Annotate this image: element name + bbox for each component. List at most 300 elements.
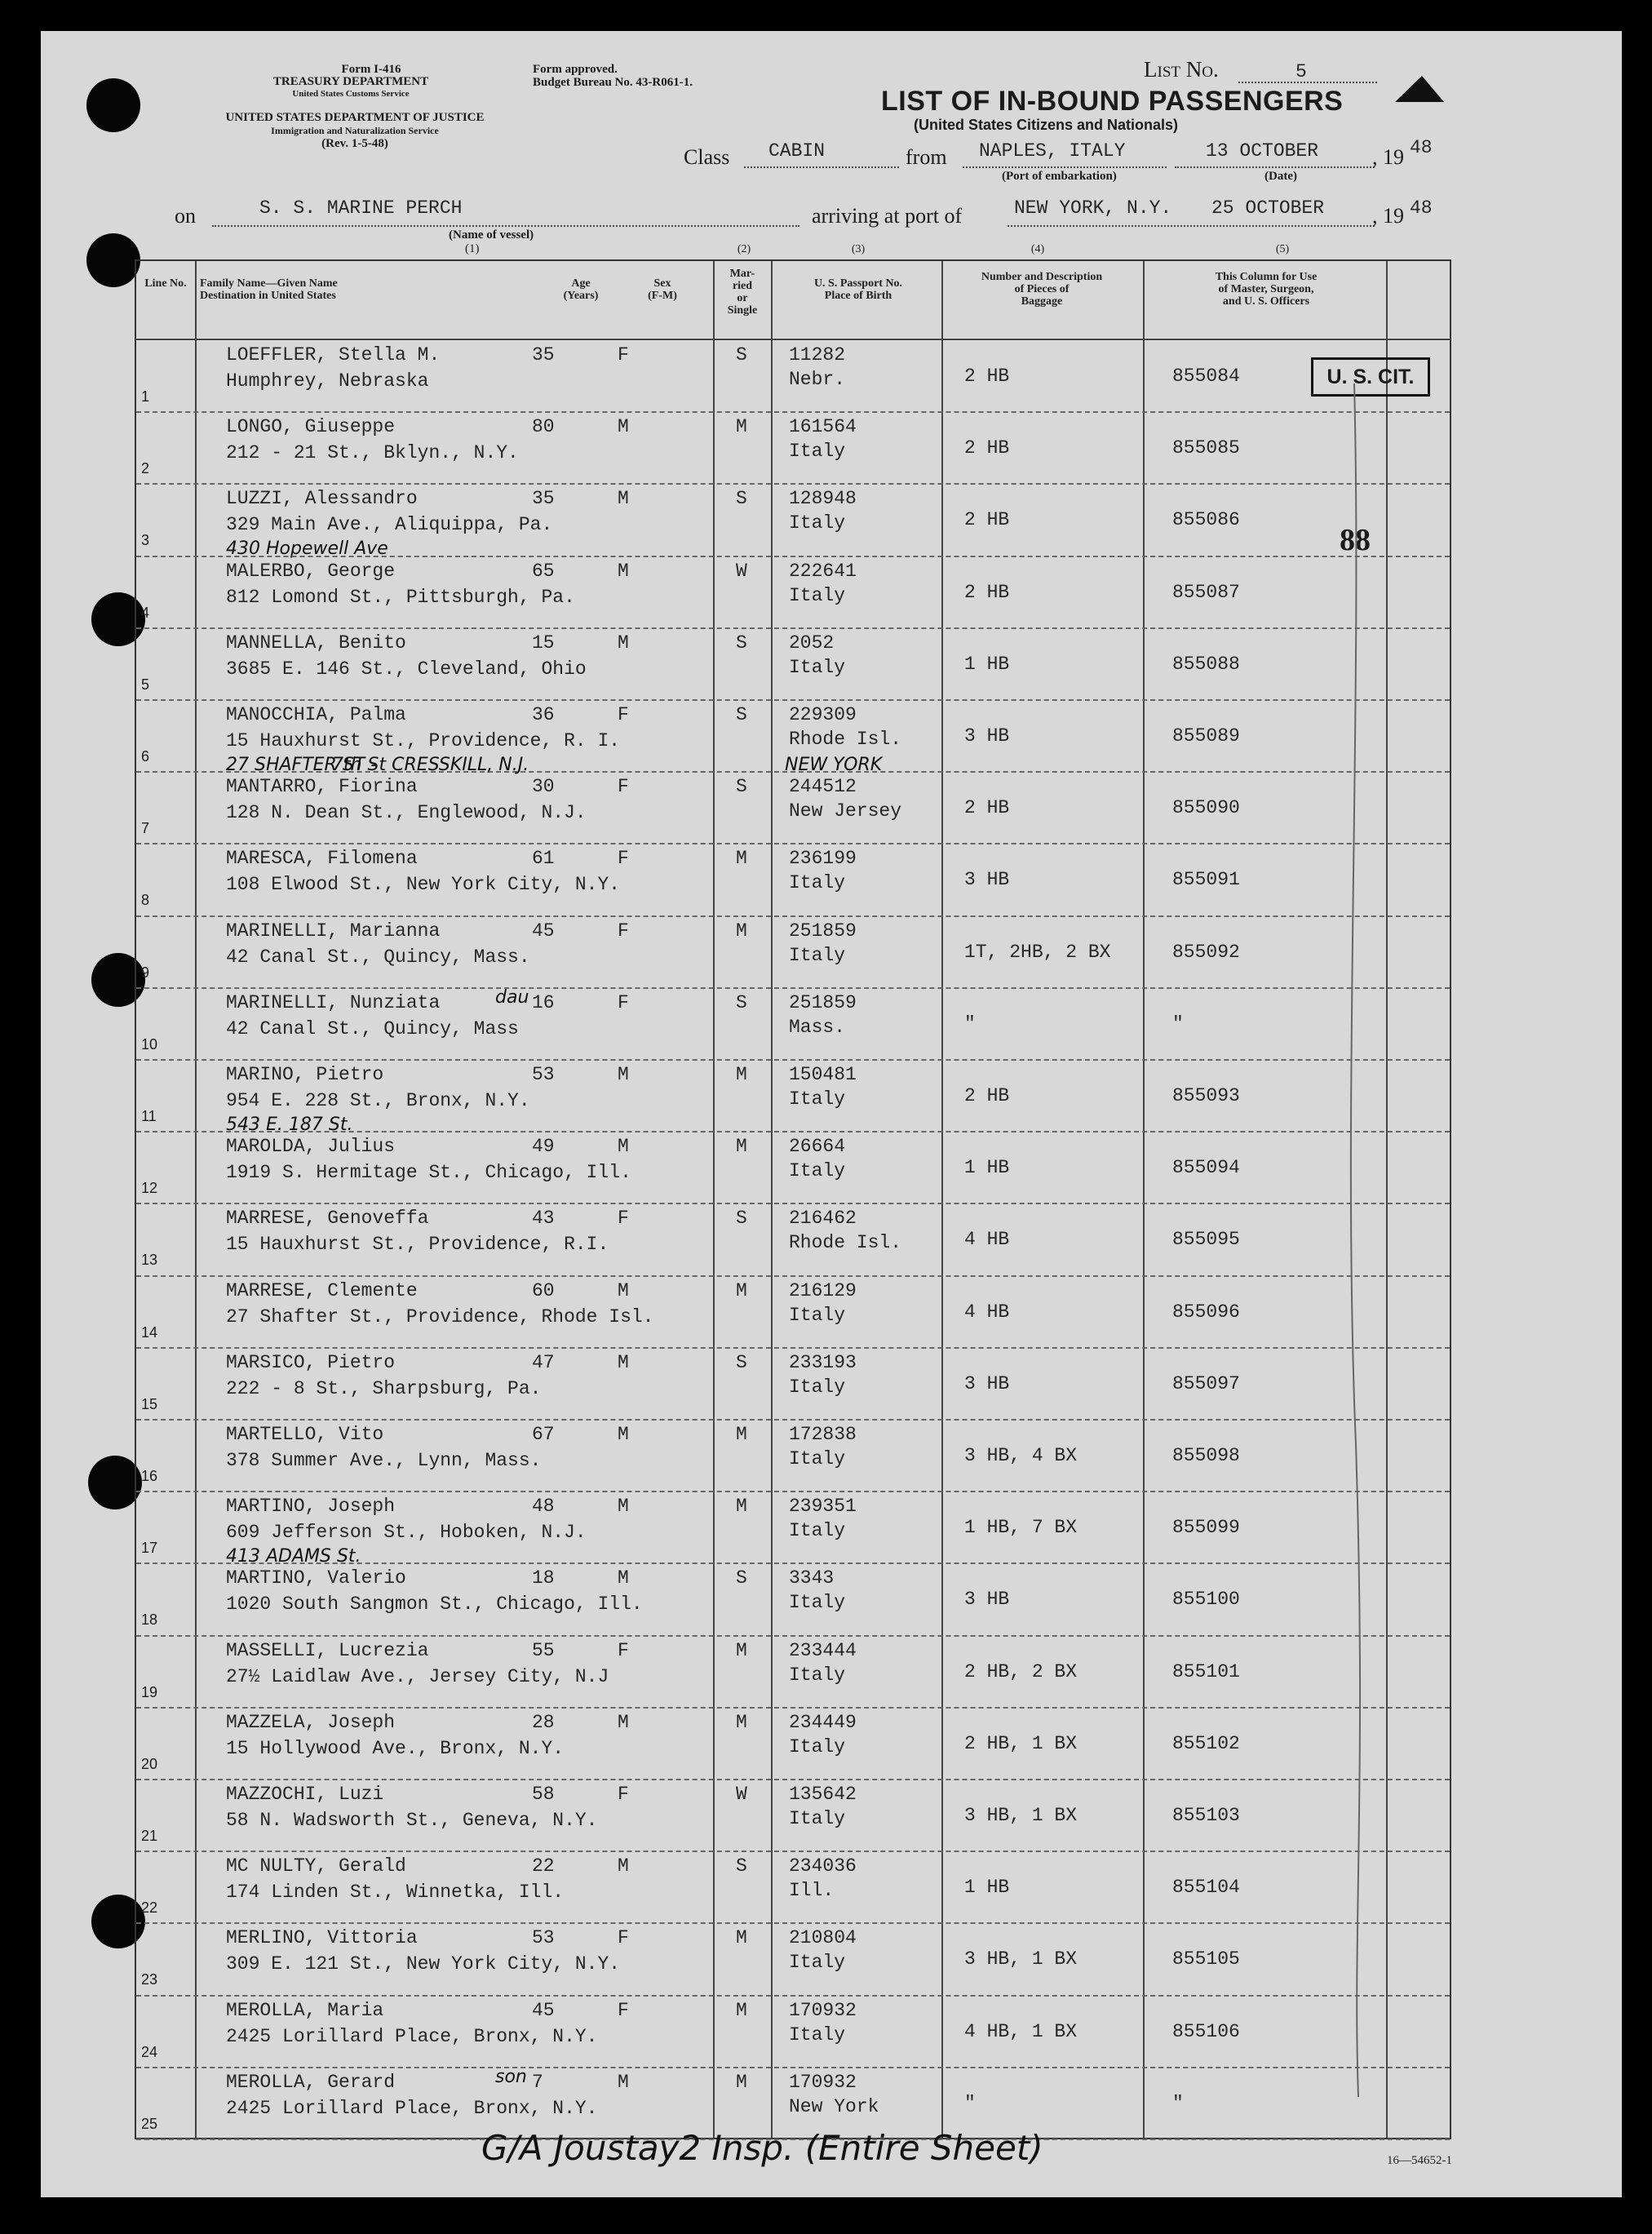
line-number: 18 <box>141 1611 158 1629</box>
table-row <box>136 1924 1450 1996</box>
destination: 3685 E. 146 St., Cleveland, Ohio <box>226 658 587 680</box>
sex: M <box>618 2071 629 2093</box>
departure-year: 48 <box>1410 137 1433 158</box>
marital-status: S <box>736 991 747 1013</box>
destination: 812 Lomond St., Pittsburgh, Pa. <box>226 586 575 608</box>
passenger-name: MARINELLI, Nunziata <box>226 991 441 1013</box>
baggage: 3 HB, 1 BX <box>964 1805 1078 1826</box>
age: 30 <box>532 776 555 798</box>
punch-hole-1 <box>86 78 140 132</box>
header-line-no: Line No. <box>144 277 187 290</box>
passenger-name: MAROLDA, Julius <box>226 1136 396 1158</box>
passport-number: 239351 <box>789 1496 857 1518</box>
line-number: 13 <box>141 1252 158 1269</box>
destination: 108 Elwood St., New York City, N.Y. <box>226 874 621 896</box>
passport-number: 26664 <box>789 1136 846 1158</box>
baggage: 4 HB, 1 BX <box>964 2020 1078 2042</box>
baggage: 1 HB <box>964 653 1010 675</box>
sex: F <box>618 1927 629 1949</box>
passenger-name: MARINELLI, Marianna <box>226 920 441 942</box>
form-dept: TREASURY DEPARTMENT <box>272 75 429 88</box>
marital-status: S <box>736 1567 747 1589</box>
baggage: 1 HB <box>964 1877 1010 1899</box>
age: 28 <box>532 1711 555 1733</box>
passenger-name: MANNELLA, Benito <box>226 632 406 654</box>
handwritten-annotation: 27 SHAFTER ST - <box>226 755 378 775</box>
place-of-birth: New York <box>789 2095 879 2117</box>
punch-hole-2 <box>86 233 140 287</box>
table-row <box>136 1780 1450 1852</box>
destination: 27½ Laidlaw Ave., Jersey City, N.J <box>226 1665 609 1687</box>
arrival-year: 48 <box>1410 197 1433 219</box>
officer-number: 855104 <box>1172 1877 1240 1899</box>
place-of-birth: Italy <box>789 584 846 606</box>
place-of-birth: Italy <box>789 512 846 534</box>
officer-number: 855084 <box>1172 366 1240 387</box>
baggage: 1 HB <box>964 1157 1010 1179</box>
destination: 128 N. Dean St., Englewood, N.J. <box>226 802 587 824</box>
inspector-signature: G/A Joustay2 Insp. (Entire Sheet) <box>481 2128 1043 2168</box>
on-label: on <box>175 204 196 228</box>
class-label: Class <box>684 145 730 169</box>
marital-status: S <box>736 1208 747 1230</box>
place-of-birth: Italy <box>789 1952 846 1974</box>
margin-number: 88 <box>1340 523 1371 557</box>
passport-number: 222641 <box>789 560 857 582</box>
passport-number: 251859 <box>789 920 857 942</box>
table-row <box>136 629 1450 701</box>
baggage: 3 HB <box>964 869 1010 891</box>
form-doj: UNITED STATES DEPARTMENT OF JUSTICE <box>225 111 485 124</box>
officer-number: 855097 <box>1172 1372 1240 1394</box>
age: 48 <box>532 1496 555 1518</box>
form-budget: Budget Bureau No. 43-R061-1. <box>533 76 693 89</box>
officer-number: 855103 <box>1172 1805 1240 1826</box>
passport-number: 216129 <box>789 1279 857 1301</box>
sex: F <box>618 1208 629 1230</box>
line-number: 9 <box>141 964 150 981</box>
place-of-birth: New Jersey <box>789 800 902 822</box>
passenger-name: MANOCCHIA, Palma <box>226 704 406 725</box>
baggage: 1 HB, 7 BX <box>964 1517 1078 1539</box>
passenger-name: MARINO, Pietro <box>226 1064 384 1085</box>
age: 45 <box>532 920 555 942</box>
passport-number: 170932 <box>789 2071 857 2093</box>
passport-number: 229309 <box>789 704 857 725</box>
header-sex: Sex (F-M) <box>648 277 677 302</box>
age: 43 <box>532 1208 555 1230</box>
destination: 222 - 8 St., Sharpsburg, Pa. <box>226 1377 542 1399</box>
officer-number: 855100 <box>1172 1589 1240 1611</box>
header-name: Family Name—Given Name Destination in United States <box>200 277 338 302</box>
age: 35 <box>532 344 555 366</box>
officer-number: 855085 <box>1172 437 1240 459</box>
passport-number: 216462 <box>789 1208 857 1230</box>
passport-number: 172838 <box>789 1424 857 1445</box>
vessel-colnum: (1) <box>465 242 480 255</box>
sex: M <box>618 488 629 510</box>
marital-status: M <box>736 1711 747 1733</box>
sex: F <box>618 920 629 942</box>
officer-number: 855091 <box>1172 869 1240 891</box>
from-label: from <box>906 145 947 169</box>
passenger-name: LONGO, Giuseppe <box>226 416 396 438</box>
age: 36 <box>532 704 555 725</box>
us-citizen-stamp: U. S. CIT. <box>1311 357 1430 397</box>
age: 53 <box>532 1927 555 1949</box>
line-number: 6 <box>141 748 150 765</box>
officer-number: 855087 <box>1172 581 1240 603</box>
officer-number: " <box>1172 2092 1184 2114</box>
sex: M <box>618 1855 629 1877</box>
officer-number: 855092 <box>1172 941 1240 963</box>
baggage: 2 HB <box>964 1085 1010 1106</box>
passenger-name: MARTINO, Joseph <box>226 1496 396 1518</box>
place-of-birth: Italy <box>789 1592 846 1614</box>
passenger-name: MARRESE, Clemente <box>226 1279 418 1301</box>
destination: 42 Canal St., Quincy, Mass. <box>226 946 530 968</box>
table-row <box>136 1637 1450 1709</box>
header-age: Age (Years) <box>563 277 599 302</box>
officer-number: 855090 <box>1172 797 1240 819</box>
place-of-birth: Italy <box>789 872 846 894</box>
marital-status: M <box>736 1424 747 1445</box>
officer-number: 855098 <box>1172 1445 1240 1466</box>
destination: 378 Summer Ave., Lynn, Mass. <box>226 1450 542 1471</box>
place-of-birth: Italy <box>789 1088 846 1110</box>
baggage: 4 HB <box>964 1229 1010 1251</box>
arrival-port: NEW YORK, N.Y. <box>1014 197 1172 219</box>
marital-status: M <box>736 1639 747 1661</box>
table-row <box>136 1709 1450 1780</box>
colnum-2: (2) <box>737 243 751 255</box>
colnum-4: (4) <box>1030 243 1045 255</box>
line-number: 15 <box>141 1395 158 1412</box>
place-of-birth: Italy <box>789 944 846 966</box>
age: 55 <box>532 1639 555 1661</box>
sex: M <box>618 416 629 438</box>
marital-status: S <box>736 776 747 798</box>
officer-number: 855093 <box>1172 1085 1240 1106</box>
handwritten-annotation: 7th St CRESSKILL, N.J. <box>332 755 529 776</box>
officer-number: 855094 <box>1172 1157 1240 1179</box>
sex: F <box>618 776 629 798</box>
sex: M <box>618 1711 629 1733</box>
sex: F <box>618 344 629 366</box>
passenger-name: MANTARRO, Fiorina <box>226 776 418 798</box>
destination: 42 Canal St., Quincy, Mass <box>226 1017 519 1039</box>
officer-number: 855095 <box>1172 1229 1240 1251</box>
departure-date: 13 OCTOBER <box>1206 140 1319 162</box>
passport-number: 236199 <box>789 848 857 870</box>
header-baggage: Number and Description of Pieces of Baggage <box>981 271 1103 308</box>
table-row <box>136 986 1450 1061</box>
place-of-birth: Italy <box>789 441 846 463</box>
officer-number: 855102 <box>1172 1732 1240 1754</box>
class-value: CABIN <box>768 140 826 162</box>
line-number: 5 <box>141 676 150 693</box>
line-number: 14 <box>141 1323 158 1341</box>
place-of-birth: Nebr. <box>789 369 846 390</box>
handwritten-annotation: 430 Hopewell Ave <box>226 539 388 560</box>
age: 7 <box>532 2071 543 2093</box>
place-of-birth: Italy <box>789 1304 846 1326</box>
baggage: 2 HB <box>964 581 1010 603</box>
sex: M <box>618 1424 629 1445</box>
destination: 2425 Lorillard Place, Bronx, N.Y. <box>226 2097 598 2119</box>
line-number: 11 <box>141 1108 157 1124</box>
baggage: 4 HB <box>964 1301 1010 1323</box>
baggage: 2 HB <box>964 437 1010 459</box>
place-of-birth: Rhode Isl. <box>789 1232 902 1254</box>
passport-number: 128948 <box>789 488 857 510</box>
port-of-embarkation: NAPLES, ITALY <box>979 140 1126 162</box>
passport-number: 244512 <box>789 776 857 798</box>
date-caption: (Date) <box>1264 170 1297 183</box>
line-number: 1 <box>141 388 150 405</box>
line-number: 3 <box>141 532 150 549</box>
form-service: United States Customs Service <box>292 89 410 99</box>
destination: 609 Jefferson St., Hoboken, N.J. <box>226 1522 587 1544</box>
marital-status: M <box>736 1999 747 2021</box>
passenger-name: MEROLLA, Maria <box>226 1999 384 2021</box>
line-number: 24 <box>141 2043 158 2060</box>
header-marital: Mar- ried or Single <box>727 268 758 317</box>
table-row <box>136 413 1450 485</box>
form-code: 16—54652-1 <box>1387 2154 1452 2167</box>
baggage: 2 HB, 1 BX <box>964 1732 1078 1754</box>
form-rev: (Rev. 1-5-48) <box>321 137 388 150</box>
table-row <box>136 1421 1450 1492</box>
place-of-birth: Italy <box>789 656 846 678</box>
passport-number: 161564 <box>789 416 857 438</box>
table-row <box>136 1997 1450 2068</box>
table-row <box>136 917 1450 989</box>
age: 22 <box>532 1855 555 1877</box>
passport-number: 11282 <box>789 344 846 366</box>
officer-number: 855105 <box>1172 1948 1240 1970</box>
passenger-name: MEROLLA, Gerard <box>226 2071 396 2093</box>
marital-status: S <box>736 344 747 366</box>
passenger-table <box>135 243 1451 2139</box>
line-number: 16 <box>141 1468 158 1484</box>
sex: M <box>618 1136 629 1158</box>
colnum-3: (3) <box>851 243 866 255</box>
form-ins: Immigration and Naturalization Service <box>271 125 439 136</box>
baggage: 2 HB <box>964 366 1010 387</box>
destination: 174 Linden St., Winnetka, Ill. <box>226 1882 565 1904</box>
line-number: 4 <box>141 604 150 621</box>
place-of-birth: Italy <box>789 1735 846 1758</box>
sex: F <box>618 991 629 1013</box>
destination: 954 E. 228 St., Bronx, N.Y. <box>226 1090 530 1111</box>
marital-status: M <box>736 1064 747 1085</box>
age: 49 <box>532 1136 555 1158</box>
baggage: 3 HB <box>964 1372 1010 1394</box>
baggage: 2 HB <box>964 797 1010 819</box>
destination: 27 Shafter St., Providence, Rhode Isl. <box>226 1305 654 1328</box>
line-number: 21 <box>141 1828 158 1844</box>
baggage: 3 HB, 4 BX <box>964 1445 1078 1466</box>
sex: F <box>618 848 629 870</box>
place-of-birth: Rhode Isl. <box>789 729 902 750</box>
passport-number: 135642 <box>789 1784 857 1805</box>
officer-number: 855099 <box>1172 1517 1240 1539</box>
arr-year-prefix: , 19 <box>1372 204 1404 228</box>
passenger-name: MC NULTY, Gerald <box>226 1855 406 1877</box>
passenger-name: MAZZELA, Joseph <box>226 1711 396 1733</box>
sex: F <box>618 704 629 725</box>
marital-status: M <box>736 1496 747 1518</box>
handwritten-annotation: 543 E. 187 St. <box>226 1115 353 1135</box>
sex: F <box>618 1999 629 2021</box>
line-number: 19 <box>141 1683 158 1700</box>
destination: Humphrey, Nebraska <box>226 370 429 392</box>
year-prefix: , 19 <box>1372 145 1404 169</box>
table-row <box>136 844 1450 916</box>
table-row <box>136 1349 1450 1421</box>
officer-number: " <box>1172 1013 1184 1035</box>
passport-number: 234036 <box>789 1855 857 1877</box>
destination: 58 N. Wadsworth St., Geneva, N.Y. <box>226 1810 598 1831</box>
sex: M <box>618 632 629 654</box>
marital-status: M <box>736 848 747 870</box>
passenger-name: MARTINO, Valerio <box>226 1567 406 1589</box>
marital-status: S <box>736 1855 747 1877</box>
age: 60 <box>532 1279 555 1301</box>
destination: 15 Hollywood Ave., Bronx, N.Y. <box>226 1737 565 1759</box>
sex: M <box>618 1279 629 1301</box>
line-number: 17 <box>141 1540 158 1557</box>
handwritten-annotation: dau <box>495 986 529 1008</box>
place-of-birth: Italy <box>789 1376 846 1398</box>
passenger-name: MARRESE, Genoveffa <box>226 1208 429 1230</box>
officer-number: 855101 <box>1172 1660 1240 1682</box>
place-of-birth: Italy <box>789 1808 846 1829</box>
officer-number: 855089 <box>1172 725 1240 747</box>
table-row <box>136 1204 1450 1276</box>
passenger-name: LOEFFLER, Stella M. <box>226 344 441 366</box>
marital-status: M <box>736 1927 747 1949</box>
line-number: 23 <box>141 1971 158 1988</box>
marital-status: M <box>736 920 747 942</box>
passenger-name: MALERBO, George <box>226 560 396 582</box>
marital-status: S <box>736 704 747 725</box>
colnum-5: (5) <box>1275 243 1290 255</box>
table-row <box>136 1061 1450 1133</box>
place-of-birth: Italy <box>789 1664 846 1686</box>
baggage: 3 HB <box>964 1589 1010 1611</box>
handwritten-annotation: son <box>495 2066 527 2087</box>
place-of-birth: Ill. <box>789 1880 835 1902</box>
passport-number: 251859 <box>789 991 857 1013</box>
age: 16 <box>532 991 555 1013</box>
age: 15 <box>532 632 555 654</box>
place-of-birth: Italy <box>789 1448 846 1469</box>
passport-number: 234449 <box>789 1711 857 1733</box>
marital-status: M <box>736 1279 747 1301</box>
list-label: List No. <box>1144 57 1219 82</box>
vessel-name: S. S. MARINE PERCH <box>259 197 463 219</box>
passport-number: 233193 <box>789 1351 857 1373</box>
passenger-name: MARESCA, Filomena <box>226 848 418 870</box>
line-number: 8 <box>141 892 150 909</box>
marital-status: W <box>736 1784 747 1805</box>
sex: M <box>618 1496 629 1518</box>
table-row <box>136 1852 1450 1924</box>
header-passport: U. S. Passport No. Place of Birth <box>813 277 903 302</box>
pencil-line <box>1338 383 1371 2097</box>
age: 53 <box>532 1064 555 1085</box>
table-row <box>136 557 1450 629</box>
baggage: 2 HB <box>964 509 1010 531</box>
sex: M <box>618 1351 629 1373</box>
destination: 15 Hauxhurst St., Providence, R. I. <box>226 730 621 751</box>
line-number: 10 <box>141 1035 158 1053</box>
sex: M <box>618 1064 629 1085</box>
passenger-name: LUZZI, Alessandro <box>226 488 418 510</box>
sex: M <box>618 1567 629 1589</box>
marital-status: W <box>736 560 747 582</box>
table-row <box>136 341 1450 413</box>
passenger-name: MARTELLO, Vito <box>226 1424 384 1445</box>
passenger-name: MARSICO, Pietro <box>226 1351 396 1373</box>
place-of-birth: Mass. <box>789 1016 846 1038</box>
list-number: 5 <box>1295 61 1307 82</box>
table-row <box>136 485 1450 560</box>
table-row <box>136 1492 1450 1567</box>
corner-arrow-icon <box>1391 69 1448 107</box>
age: 67 <box>532 1424 555 1445</box>
line-number: 22 <box>141 1899 158 1917</box>
table-row <box>136 1564 1450 1636</box>
passport-number: 170932 <box>789 1999 857 2021</box>
officer-number: 855096 <box>1172 1301 1240 1323</box>
table-row <box>136 1133 1450 1204</box>
passport-number: 150481 <box>789 1064 857 1085</box>
sex: M <box>618 560 629 582</box>
marital-status: M <box>736 1136 747 1158</box>
baggage: 3 HB, 1 BX <box>964 1948 1078 1970</box>
marital-status: M <box>736 2071 747 2093</box>
age: 61 <box>532 848 555 870</box>
place-of-birth: Italy <box>789 2023 846 2046</box>
destination: 309 E. 121 St., New York City, N.Y. <box>226 1953 621 1975</box>
marital-status: S <box>736 632 747 654</box>
age: 80 <box>532 416 555 438</box>
age: 58 <box>532 1784 555 1805</box>
age: 35 <box>532 488 555 510</box>
baggage: " <box>964 2092 976 2114</box>
age: 47 <box>532 1351 555 1373</box>
passenger-name: MASSELLI, Lucrezia <box>226 1639 429 1661</box>
marital-status: S <box>736 1351 747 1373</box>
line-number: 25 <box>141 2115 158 2132</box>
baggage: " <box>964 1013 976 1035</box>
destination: 1020 South Sangmon St., Chicago, Ill. <box>226 1593 643 1616</box>
arriving-label: arriving at port of <box>812 204 963 228</box>
vessel-caption: (Name of vessel) <box>449 228 534 242</box>
marital-status: S <box>736 488 747 510</box>
baggage: 2 HB, 2 BX <box>964 1660 1078 1682</box>
table-row <box>136 1277 1450 1349</box>
line-number: 7 <box>141 820 150 837</box>
sex: F <box>618 1639 629 1661</box>
destination: 329 Main Ave., Aliquippa, Pa. <box>226 514 553 536</box>
destination: 2425 Lorillard Place, Bronx, N.Y. <box>226 2025 598 2047</box>
officer-number: 855106 <box>1172 2020 1240 2042</box>
form-number: Form I-416 <box>341 63 401 76</box>
